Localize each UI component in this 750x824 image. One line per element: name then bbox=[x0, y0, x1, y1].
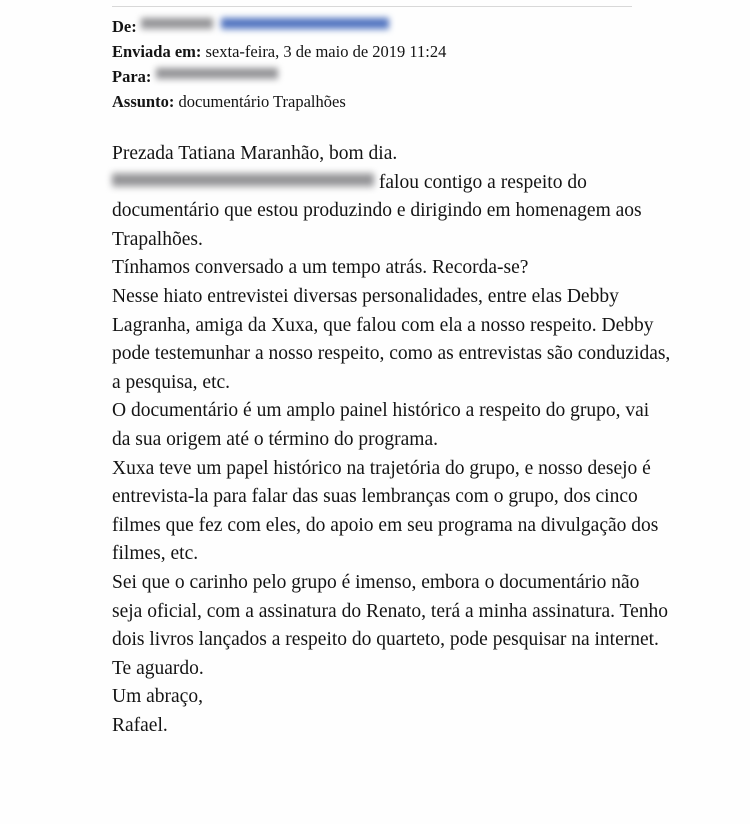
body-paragraph-2: Tínhamos conversado a um tempo atrás. Recorda-se? bbox=[112, 257, 529, 279]
header-label-from: De: bbox=[112, 17, 137, 36]
header-row-sent bbox=[112, 39, 672, 64]
redacted-sender-email bbox=[221, 14, 389, 33]
header-label-to: Para: bbox=[112, 67, 152, 86]
body-line-after-redaction: falou contigo a respeito do bbox=[378, 171, 587, 193]
header-value-subject: documentário Trapalhões bbox=[178, 92, 346, 111]
body-paragraph-1: documentário que estou produzindo e dirigindo em homenagem aos Trapalhões. bbox=[112, 200, 642, 250]
body-paragraph-3: Nesse hiato entrevistei diversas personalidades, entre elas Debby Lagranha, amiga da Xuxa, que falou com ela a nosso respeito. Debby pode testemunhar a nosso respeito, como as entrevistas são conduzidas, a pesquisa, etc. bbox=[112, 285, 671, 393]
header-divider bbox=[112, 6, 632, 7]
email-body bbox=[112, 140, 672, 740]
redacted-recipient-name bbox=[156, 64, 278, 83]
body-paragraph-redacted-lead bbox=[112, 169, 672, 255]
body-paragraph-6: Sei que o carinho pelo grupo é imenso, embora o documentário não seja oficial, com a assinatura do Renato, terá a minha assinatura. Tenho dois livros lançados a respeito do quarteto, pode pesquisar na internet. bbox=[112, 571, 668, 651]
body-signature-name: Rafael. bbox=[112, 714, 168, 736]
header-row-subject bbox=[112, 89, 672, 114]
email-document bbox=[112, 14, 672, 740]
header-label-subject: Assunto: bbox=[112, 92, 175, 111]
redacted-body-name bbox=[112, 169, 374, 191]
header-value-sent: sexta-feira, 3 de maio de 2019 11:24 bbox=[205, 42, 447, 61]
body-closing-regards: Um abraço, bbox=[112, 686, 203, 708]
body-closing-await: Te aguardo. bbox=[112, 657, 204, 679]
header-label-sent: Enviada em: bbox=[112, 42, 202, 61]
email-headers bbox=[112, 14, 672, 114]
header-row-to bbox=[112, 64, 672, 89]
body-paragraph-4: O documentário é um amplo painel histórico a respeito do grupo, vai da sua origem até o término do programa. bbox=[112, 400, 650, 450]
header-row-from bbox=[112, 14, 672, 39]
redacted-sender-name bbox=[141, 14, 213, 33]
body-paragraph-5: Xuxa teve um papel histórico na trajetória do grupo, e nosso desejo é entrevista-la para falar das suas lembranças com o grupo, dos cinco filmes que fez com eles, do apoio em seu programa na divulgação dos filmes, etc. bbox=[112, 457, 659, 565]
body-greeting: Prezada Tatiana Maranhão, bom dia. bbox=[112, 143, 398, 164]
